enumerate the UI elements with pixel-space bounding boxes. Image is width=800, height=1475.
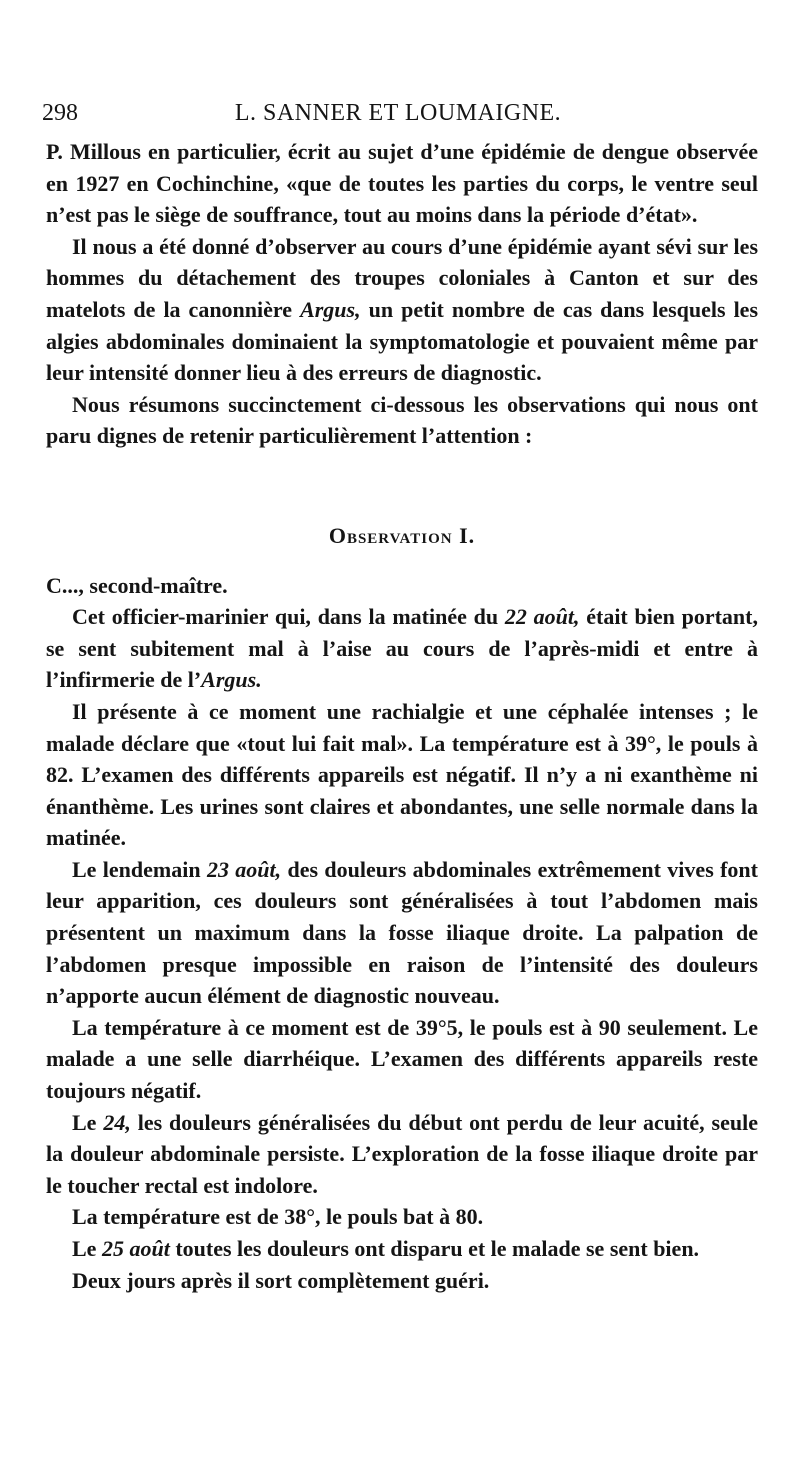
text-run: La température à ce moment est de 39°5, le pouls est à 90 seulement. Le malade a une selle diarrhéique. L’examen des différents appareils reste toujours négatif. <box>46 1014 758 1104</box>
text-run: Il nous a été donné d’observer au cours d’une épidémie ayant sévi sur les hommes du détachement des troupes coloniales à Canton et sur des matelots de la canonnière <box>46 233 758 322</box>
page-header <box>42 96 754 130</box>
ship-name: Argus, <box>300 296 361 322</box>
text-run: un petit nombre de cas dans lesquels les algies abdominales dominaient la symptomatologie et pouvaient même par leur intensité donner lieu à des erreurs de diagnostic. <box>46 296 759 386</box>
paragraph <box>46 1107 758 1202</box>
text-run: Le lendemain <box>72 856 207 882</box>
date: 22 août, <box>504 604 580 630</box>
paragraph <box>46 601 758 696</box>
date: 25 août <box>101 1236 170 1261</box>
paragraph <box>46 1012 758 1107</box>
text-run: P. Millous en particulier, écrit au sujet d’une épidémie de dengue observée en 1927 en Cochinchine, «que de toutes les parties du corps, le ventre seul n’est pas le siège de souffrance, tout au moins dans la période d’état». <box>46 139 758 228</box>
page-number: 298 <box>42 100 78 126</box>
date: 24, <box>103 1109 131 1135</box>
text-run: était bien portant, se sent subitement mal à l’aise au cours de l’après-midi et entre à l’infirmerie de l’ <box>46 604 758 693</box>
text-run: Il présente à ce moment une rachialgie et une céphalée intenses ; le malade déclare que «tout lui fait mal». La température est à 39°, le pouls à 82. L’examen des différents appareils est négatif. Il n’y a ni exanthème ni énanthème. Les urines sont claires et abondantes, une selle normale dans la matinée. <box>46 698 758 851</box>
observation-title: Observation I. <box>328 522 476 548</box>
paragraph <box>46 1201 758 1233</box>
date: 23 août, <box>206 856 282 882</box>
paragraph <box>46 1265 758 1297</box>
text-run: Deux jours après il sort complètement guéri. <box>72 1267 490 1293</box>
text-run: La température est de 38°, le pouls bat à 80. <box>72 1204 484 1230</box>
paragraph <box>46 136 758 231</box>
text-run: Le <box>72 1236 102 1261</box>
ship-name: Argus. <box>201 667 262 693</box>
text-run: Cet officier-marinier qui, dans la matinée du <box>72 604 505 630</box>
paragraph <box>46 854 758 1012</box>
body-text <box>46 136 758 1296</box>
text-run: les douleurs généralisées du début ont perdu de leur acuité, seule la douleur abdominale persiste. L’exploration de la fosse iliaque droite par le toucher rectal est indolore. <box>46 1109 758 1198</box>
paragraph <box>46 696 758 854</box>
paragraph <box>46 231 758 389</box>
observation-subject: C..., second-maître. <box>46 572 228 598</box>
text-run: des douleurs abdominales extrêmement vives font leur apparition, ces douleurs sont généralisées à tout l’abdomen mais présentent un maximum dans la fosse iliaque droite. La palpation de l’abdomen presque impossible en raison de l’intensité des douleurs n’apporte aucun élément de diagnostic nouveau. <box>46 856 758 1009</box>
text-run: toutes les douleurs ont disparu et le malade se sent bien. <box>169 1236 700 1261</box>
running-title: L. SANNER ET LOUMAIGNE. <box>234 100 562 126</box>
paragraph <box>46 1233 758 1265</box>
text-run: Le <box>72 1109 104 1135</box>
paragraph <box>46 389 758 452</box>
text-run: Nous résumons succinctement ci-dessous les observations qui nous ont paru dignes de retenir particulièrement l’attention : <box>46 391 758 449</box>
